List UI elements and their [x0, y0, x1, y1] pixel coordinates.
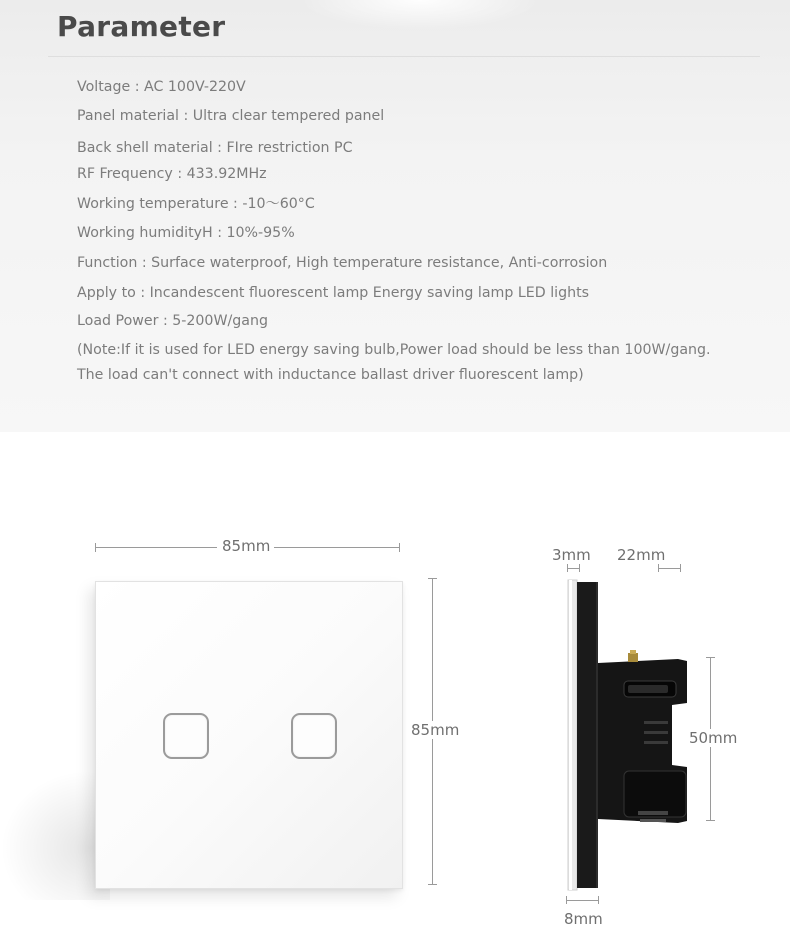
panel-thickness-tick-right	[598, 896, 599, 904]
depth-dim-line	[658, 568, 680, 569]
spec-voltage: Voltage : AC 100V-220V	[77, 79, 246, 95]
parameter-section	[0, 0, 790, 432]
spec-apply-to: Apply to : Incandescent fluorescent lamp Energy saving lamp LED lights	[77, 285, 590, 301]
spec-rf-frequency: RF Frequency : 433.92MHz	[77, 166, 267, 182]
terminal-screw	[628, 653, 638, 662]
back-plate-edge	[596, 582, 598, 888]
panel-thickness-label: 8mm	[564, 910, 603, 928]
vent-1	[644, 721, 668, 724]
bottom-vent	[640, 819, 666, 822]
width-dim-tick-right	[399, 543, 400, 552]
touch-key-2	[291, 713, 337, 759]
front-height-label: 85mm	[411, 721, 460, 739]
terminal-screw-head	[630, 650, 636, 654]
spec-working-temp: Working temperature : -10～60°C	[77, 196, 315, 212]
switch-side-profile	[560, 575, 700, 895]
body-height-label: 50mm	[689, 729, 738, 747]
glass-dim-tick-right	[579, 564, 580, 572]
body-depth-label: 22mm	[617, 546, 666, 564]
spec-load-power: Load Power : 5-200W/gang	[77, 313, 268, 329]
glass-thickness-label: 3mm	[552, 546, 591, 564]
spec-working-humidity: Working humidityH : 10%-95%	[77, 225, 295, 241]
switch-front-panel	[95, 581, 403, 889]
panel-thickness-dim-line	[566, 900, 598, 901]
upper-clip-inner	[628, 685, 668, 693]
width-dim-line-left	[95, 547, 217, 548]
title-divider	[48, 56, 760, 57]
touch-key-1	[163, 713, 209, 759]
spec-back-shell: Back shell material : FIre restriction PC	[77, 140, 353, 156]
spec-function: Function : Surface waterproof, High temperature resistance, Anti-corrosion	[77, 255, 608, 271]
vent-2	[644, 731, 668, 734]
body-height-tick-bottom	[706, 820, 715, 821]
back-plate	[577, 582, 598, 888]
vent-3	[644, 741, 668, 744]
header-glow	[300, 0, 540, 30]
glass-highlight	[569, 580, 572, 890]
height-dim-tick-bottom	[428, 884, 437, 885]
spec-panel-material: Panel material : Ultra clear tempered panel	[77, 108, 385, 124]
front-width-label: 85mm	[222, 537, 271, 555]
panel-shadow	[0, 770, 110, 900]
lower-clip-groove	[638, 811, 668, 815]
parameter-title: Parameter	[57, 10, 226, 43]
spec-note-line-1: (Note:If it is used for LED energy saving bulb,Power load should be less than 100W/gang.	[77, 342, 711, 358]
depth-dim-tick-right	[680, 564, 681, 572]
lower-clip	[624, 771, 686, 817]
spec-note-line-2: The load can't connect with inductance ballast driver fluorescent lamp)	[77, 367, 584, 383]
width-dim-line-right	[274, 547, 399, 548]
